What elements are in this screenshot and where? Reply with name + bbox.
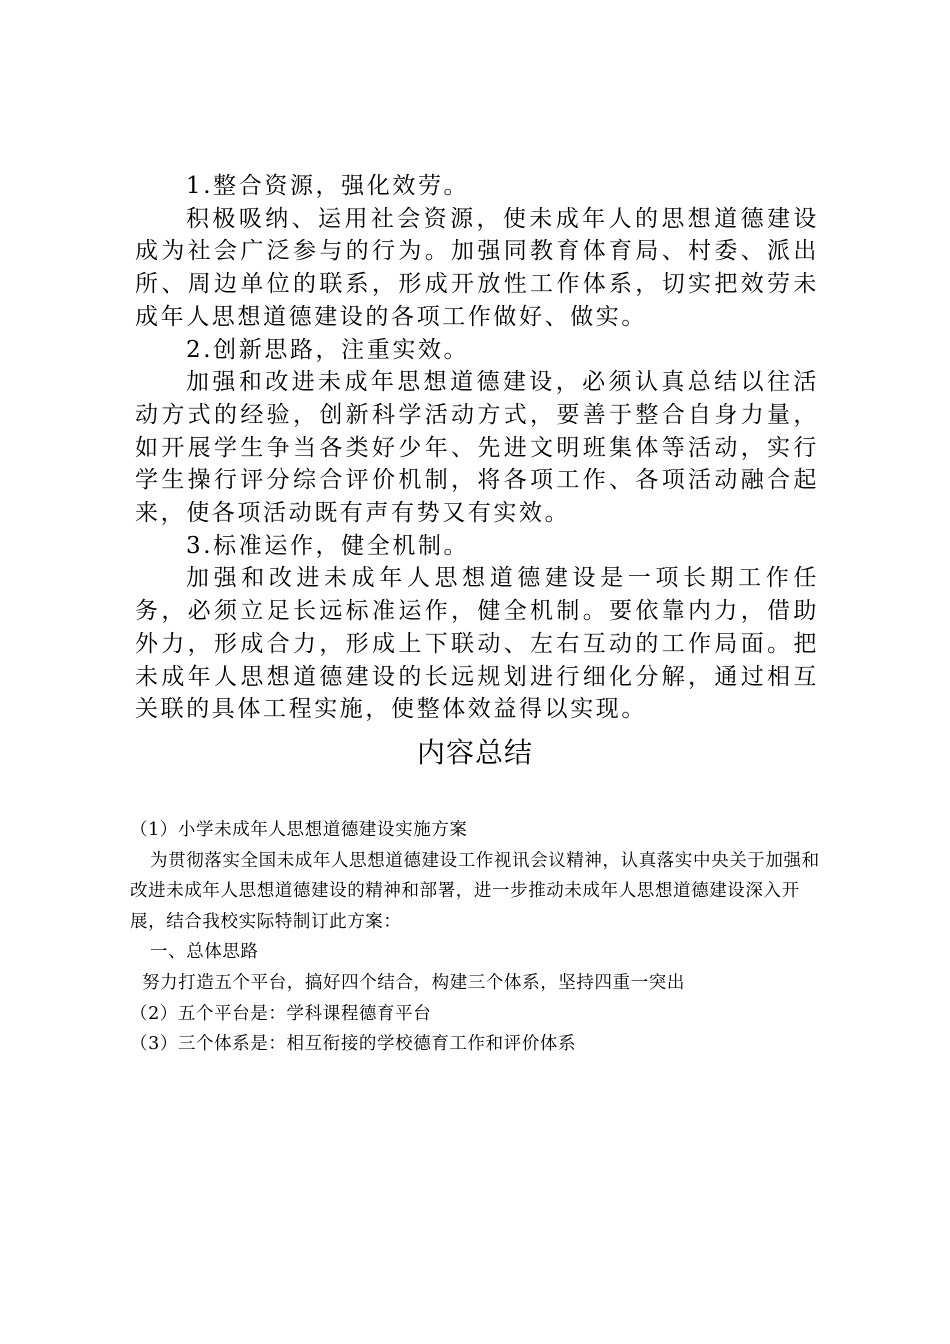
section-heading-2: 2.创新思路，注重实效。 [186, 336, 470, 363]
main-body-text [135, 170, 819, 726]
paragraph-3: 加强和改进未成年人思想道德建设是一项长期工作任务，必须立足长远标准运作，健全机制。要依靠内力，借助外力，形成合力，形成上下联动、左右互动的工作局面。把未成年人思想道德建设的长远规划进行细化分解，通过相互关联的具体工程实施，使整体效益得以实现。 [135, 565, 819, 723]
summary-line-2: 为贯彻落实全国未成年人思想道德建设工作视讯会议精神，认真落实中央关于加强和改进未成年人思想道德建设的精神和部署，进一步推动未成年人思想道德建设深入开展，结合我校实际特制订此方案： [130, 850, 820, 932]
summary-title: 内容总结 [416, 736, 533, 769]
summary-line-3: 一、总体思路 [150, 942, 259, 963]
section-heading-1: 1.整合资源，强化效劳。 [186, 173, 470, 199]
summary-line-6: （3）三个体系是：相互衔接的学校德育工作和评价体系 [130, 1034, 577, 1055]
paragraph-1: 积极吸纳、运用社会资源，使未成年人的思想道德建设成为社会广泛参与的行为。加强同教育体育局、村委、派出所、周边单位的联系，形成开放性工作体系，切实把效劳未成年人思想道德建设的各项工作做好、做实。 [135, 205, 819, 330]
paragraph-2: 加强和改进未成年思想道德建设，必须认真总结以往活动方式的经验，创新科学活动方式，要善于整合自身力量，如开展学生争当各类好少年、先进文明班集体等活动，实行学生操行评分综合评价机制，将各项工作、各项活动融合起来，使各项活动既有声有势又有实效。 [135, 369, 819, 527]
summary-line-5: （2）五个平台是：学科课程德育平台 [130, 1003, 432, 1024]
summary-line-1: （1）小学未成年人思想道德建设实施方案 [130, 820, 468, 840]
summary-body [130, 815, 822, 1060]
section-heading-3: 3.标准运作，健全机制。 [186, 532, 470, 559]
summary-line-4: 努力打造五个平台，搞好四个结合，构建三个体系，坚持四重一突出 [142, 972, 685, 993]
